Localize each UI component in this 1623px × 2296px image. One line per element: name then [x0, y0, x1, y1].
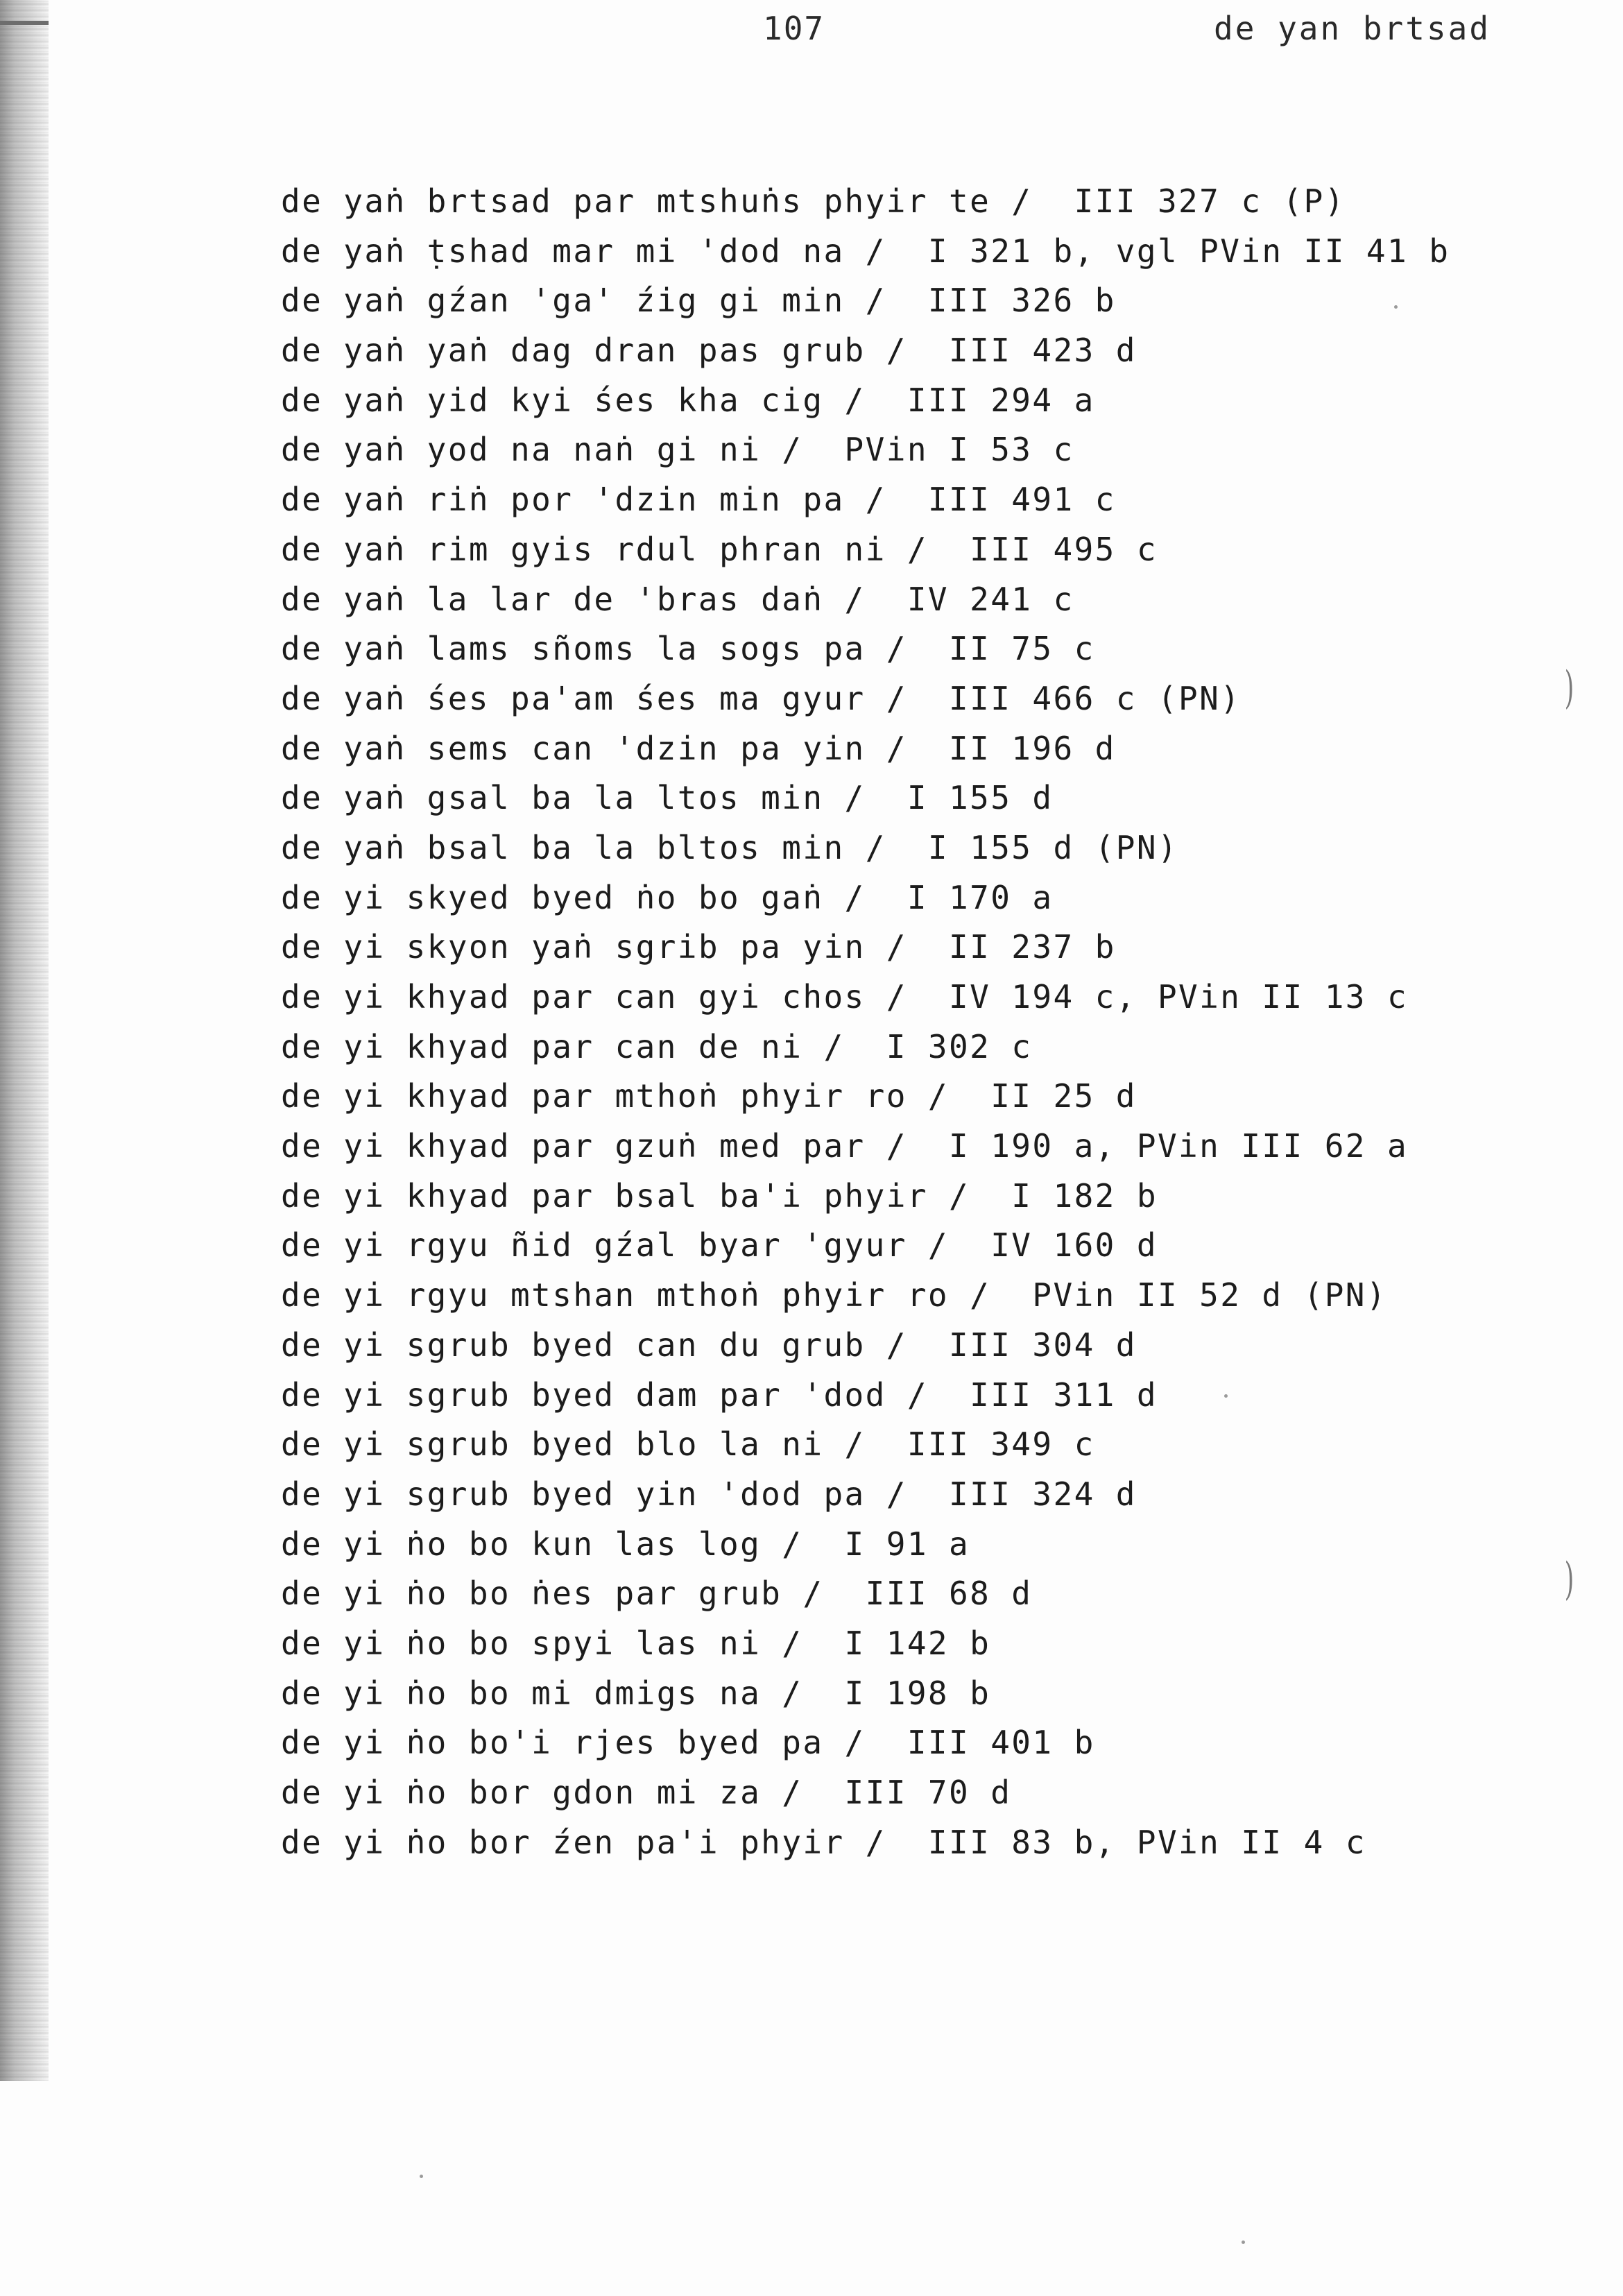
index-entry: de yaṅ gźan 'ga' źig gi min / III 326 b	[281, 282, 1116, 320]
index-entry: de yi skyon yaṅ sgrib pa yin / II 237 b	[281, 928, 1116, 966]
index-entry: de yi khyad par mthoṅ phyir ro / II 25 d	[281, 1077, 1137, 1115]
running-title: de yan brtsad	[1214, 10, 1491, 47]
index-entry: de yi ṅo bor źen pa'i phyir / III 83 b, PVin II 4 c	[281, 1823, 1366, 1861]
index-entry: de yaṅ riṅ por 'dzin min pa / III 491 c	[281, 481, 1116, 519]
index-entry: de yi sgrub byed can du grub / III 304 d	[281, 1326, 1137, 1364]
index-entry: de yaṅ śes pa'am śes ma gyur / III 466 c (PN)	[281, 679, 1242, 717]
index-entry: de yi sgrub byed yin 'dod pa / III 324 d	[281, 1475, 1137, 1513]
index-entry: de yaṅ bsal ba la bltos min / I 155 d (PN)	[281, 828, 1179, 866]
margin-bracket-mark: )	[1564, 662, 1574, 714]
index-entry: de yi ṅo bo kun las log / I 91 a	[281, 1525, 970, 1563]
index-entry: de yaṅ yaṅ dag dran pas grub / III 423 d	[281, 332, 1137, 370]
index-entry: de yaṅ rim gyis rdul phran ni / III 495 c	[281, 530, 1158, 568]
index-entry: de yi ṅo bor gdon mi za / III 70 d	[281, 1774, 1012, 1811]
index-entry: de yi ṅo bo ṅes par grub / III 68 d	[281, 1575, 1033, 1613]
index-entry: de yi khyad par can gyi chos / IV 194 c, PVin II 13 c	[281, 978, 1409, 1016]
index-entry: de yi khyad par gzuṅ med par / I 190 a, PVin III 62 a	[281, 1127, 1409, 1165]
verse-index-list	[281, 177, 1450, 1867]
index-entry: de yi khyad par can de ni / I 302 c	[281, 1027, 1033, 1065]
index-entry: de yi skyed byed ṅo bo gaṅ / I 170 a	[281, 878, 1054, 916]
index-entry: de yaṅ brtsad par mtshuṅs phyir te / III 327 c (P)	[281, 182, 1346, 220]
page-number: 107	[763, 10, 825, 47]
index-entry: de yi sgrub byed dam par 'dod / III 311 d	[281, 1376, 1158, 1414]
index-entry: de yaṅ yod na naṅ gi ni / PVin I 53 c	[281, 431, 1074, 469]
binding-mark	[0, 21, 49, 25]
scan-speck	[1242, 2241, 1245, 2244]
binding-shadow	[0, 0, 49, 2081]
index-entry: de yi rgyu mtshan mthoṅ phyir ro / PVin II 52 d (PN)	[281, 1276, 1387, 1314]
scan-speck	[1224, 1394, 1228, 1398]
index-entry: de yi rgyu ñid gźal byar 'gyur / IV 160 d	[281, 1226, 1158, 1265]
index-entry: de yaṅ sems can 'dzin pa yin / II 196 d	[281, 729, 1116, 767]
index-entry: de yaṅ la lar de 'bras daṅ / IV 241 c	[281, 580, 1074, 618]
index-entry: de yaṅ ṭshad mar mi 'dod na / I 321 b, vgl PVin II 41 b	[281, 232, 1450, 270]
scan-speck	[420, 2175, 423, 2178]
index-entry: de yaṅ lams sñoms la sogs pa / II 75 c	[281, 630, 1095, 668]
index-entry: de yi ṅo bo mi dmigs na / I 198 b	[281, 1674, 991, 1712]
index-entry: de yi sgrub byed blo la ni / III 349 c	[281, 1425, 1095, 1464]
index-entry: de yi khyad par bsal ba'i phyir / I 182 b	[281, 1176, 1158, 1215]
index-entry: de yi ṅo bo'i rjes byed pa / III 401 b	[281, 1724, 1095, 1762]
scan-speck	[1394, 305, 1398, 309]
index-entry: de yi ṅo bo spyi las ni / I 142 b	[281, 1624, 991, 1662]
margin-bracket-mark: )	[1564, 1554, 1574, 1605]
index-entry: de yaṅ yid kyi śes kha cig / III 294 a	[281, 381, 1095, 419]
index-entry: de yaṅ gsal ba la ltos min / I 155 d	[281, 779, 1054, 817]
